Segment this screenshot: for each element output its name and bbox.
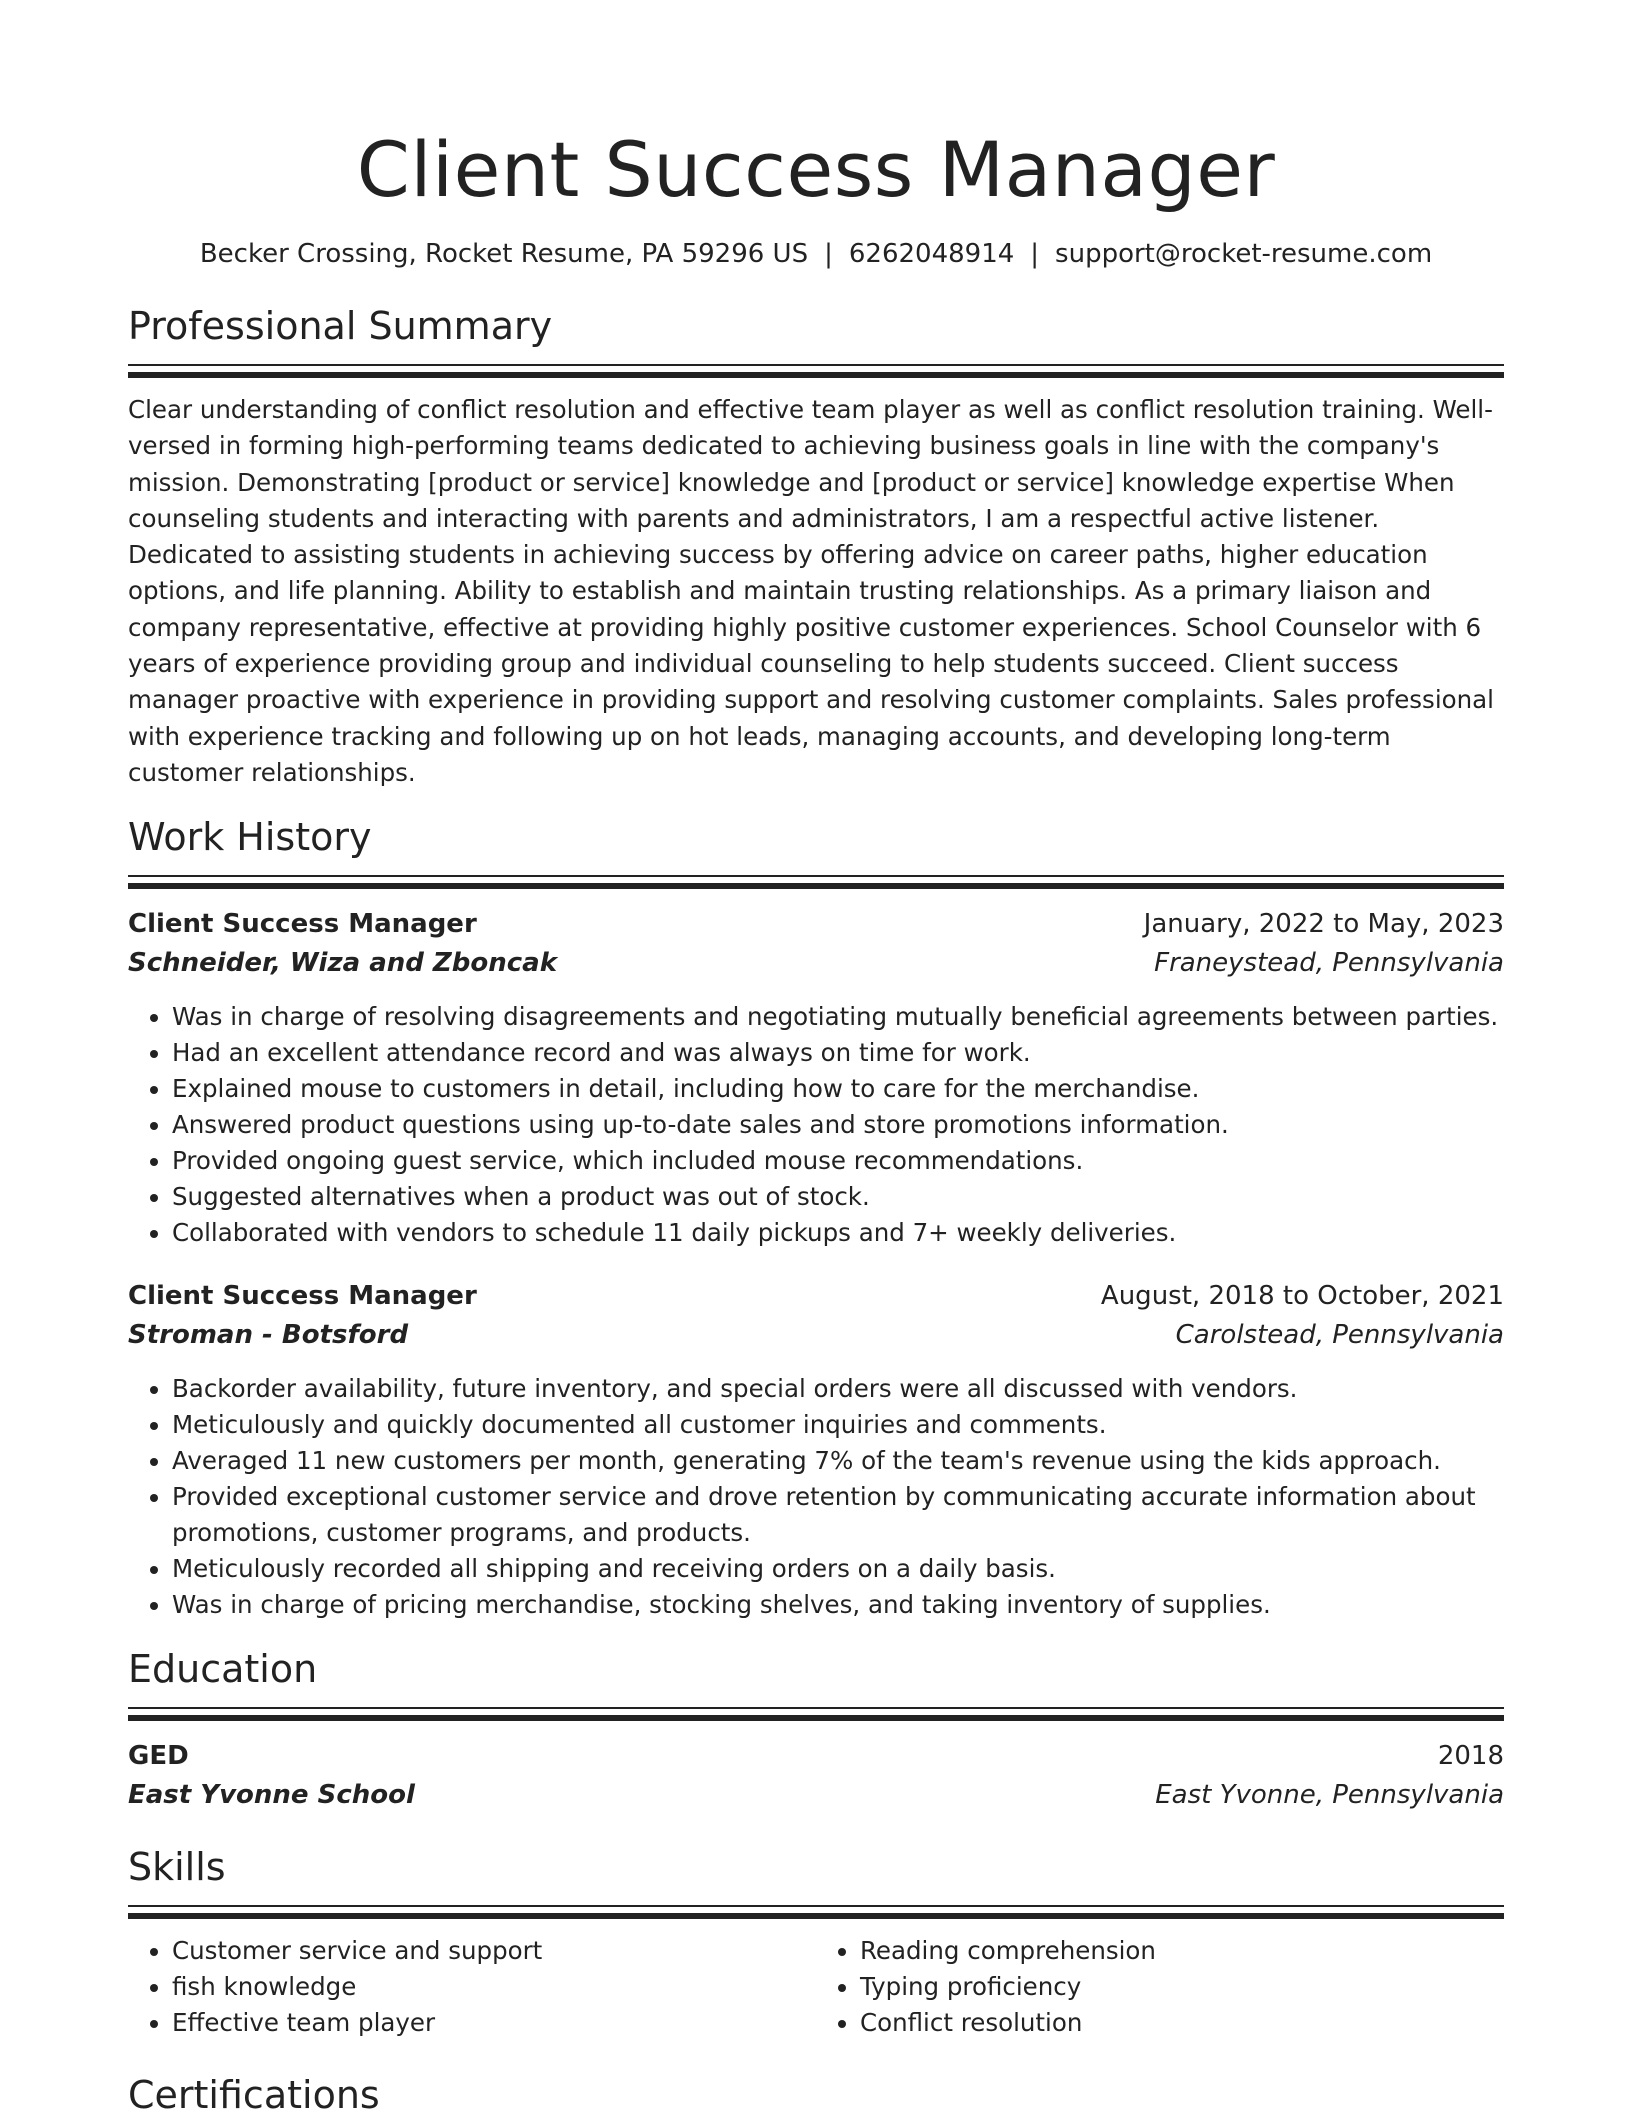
contact-line <box>128 236 1504 272</box>
contact-separator: | <box>1030 239 1040 269</box>
job-dates: August, 2018 to October, 2021 <box>1100 1281 1504 1312</box>
work-section <box>128 813 1504 1623</box>
list-item: • Averaged 11 new customers per month, generating 7% of the team's revenue using the kids approach. <box>172 1443 1504 1479</box>
list-item: • Had an excellent attendance record and was always on time for work. <box>172 1035 1504 1071</box>
job-company: Schneider, Wiza and Zboncak <box>128 948 557 979</box>
list-item: • fish knowledge <box>172 1969 816 2005</box>
list-item: • Meticulously recorded all shipping and receiving orders on a daily basis. <box>172 1551 1504 1587</box>
section-title-summary: Professional Summary <box>128 304 553 348</box>
list-item: • Effective team player <box>172 2005 816 2041</box>
contact-email: support@rocket-resume.com <box>1055 239 1433 269</box>
section-title-skills: Skills <box>128 1845 226 1890</box>
section-divider <box>128 1707 1504 1721</box>
section-divider <box>128 1905 1504 1919</box>
list-item: • Answered product questions using up-to-date sales and store promotions information. <box>172 1107 1504 1143</box>
job-title: Client Success Manager <box>128 1281 477 1312</box>
education-school: East Yvonne School <box>128 1780 415 1811</box>
job-bullets <box>128 1371 1504 1623</box>
list-item: • Provided exceptional customer service and drove retention by communicating accurate information about promotions, customer programs, and products. <box>172 1479 1504 1551</box>
list-item: • Suggested alternatives when a product was out of stock. <box>172 1179 1504 1215</box>
contact-phone: 6262048914 <box>848 239 1015 269</box>
education-entry <box>128 1737 1504 1815</box>
job-entry <box>128 1277 1504 1623</box>
list-item: • Conflict resolution <box>860 2005 1504 2041</box>
job-company: Stroman - Botsford <box>128 1320 409 1351</box>
skills-grid <box>128 1933 1504 2041</box>
education-location: East Yvonne, Pennsylvania <box>1155 1780 1504 1811</box>
list-item: • Collaborated with vendors to schedule 11 daily pickups and 7+ weekly deliveries. <box>172 1215 1504 1251</box>
skills-section <box>128 1843 1504 2041</box>
list-item: • Customer service and support <box>172 1933 816 1969</box>
contact-separator: | <box>824 239 833 269</box>
job-location: Carolstead, Pennsylvania <box>1175 1320 1504 1351</box>
section-divider <box>128 875 1504 889</box>
job-location: Franeystead, Pennsylvania <box>1154 948 1504 979</box>
section-title-education: Education <box>128 1647 318 1692</box>
list-item: • Was in charge of resolving disagreements and negotiating mutually beneficial agreements between parties. <box>172 999 1504 1035</box>
job-bullets <box>128 999 1504 1251</box>
list-item: • Backorder availability, future inventory, and special orders were all discussed with vendors. <box>172 1371 1504 1407</box>
contact-address: Becker Crossing, Rocket Resume, PA 59296 US <box>199 239 809 269</box>
job-dates: January, 2022 to May, 2023 <box>1143 909 1504 940</box>
education-year: 2018 <box>1437 1741 1504 1772</box>
skills-list-right <box>816 1933 1504 2041</box>
education-section <box>128 1645 1504 1815</box>
summary-section <box>128 302 1504 791</box>
skills-list-left <box>128 1933 816 2041</box>
section-title-certifications: Certifications <box>128 2073 380 2118</box>
list-item: • Typing proficiency <box>860 1969 1504 2005</box>
resume-name: Client Success Manager <box>356 125 1276 214</box>
list-item: • Provided ongoing guest service, which included mouse recommendations. <box>172 1143 1504 1179</box>
job-title: Client Success Manager <box>128 909 477 940</box>
list-item: • Meticulously and quickly documented all customer inquiries and comments. <box>172 1407 1504 1443</box>
list-item: • Reading comprehension <box>860 1933 1504 1969</box>
job-entry <box>128 905 1504 1251</box>
education-degree: GED <box>128 1741 189 1772</box>
list-item: • Was in charge of pricing merchandise, stocking shelves, and taking inventory of supplies. <box>172 1587 1504 1623</box>
list-item: • Explained mouse to customers in detail, including how to care for the merchandise. <box>172 1071 1504 1107</box>
summary-text: Clear understanding of conflict resolution and effective team player as well as conflict resolution training. Well-versed in forming high-performing teams dedicated to achieving business goals in line with the company's mission. Demonstrating [product or service] knowledge and [product or service] knowledge expertise When counseling students and interacting with parents and administrators, I am a respectful active listener. Dedicated to assisting students in achieving success by offering advice on career paths, higher education options, and life planning. Ability to establish and maintain trusting relationships. As a primary liaison and company representative, effective at providing highly positive customer experiences. School Counselor with 6 years of experience providing group and individual counseling to help students succeed. Client success manager proactive with experience in providing support and resolving customer complaints. Sales professional with experience tracking and following up on hot leads, managing accounts, and developing long-term customer relationships. <box>128 395 1494 787</box>
section-title-work: Work History <box>128 815 372 860</box>
section-divider <box>128 364 1504 378</box>
